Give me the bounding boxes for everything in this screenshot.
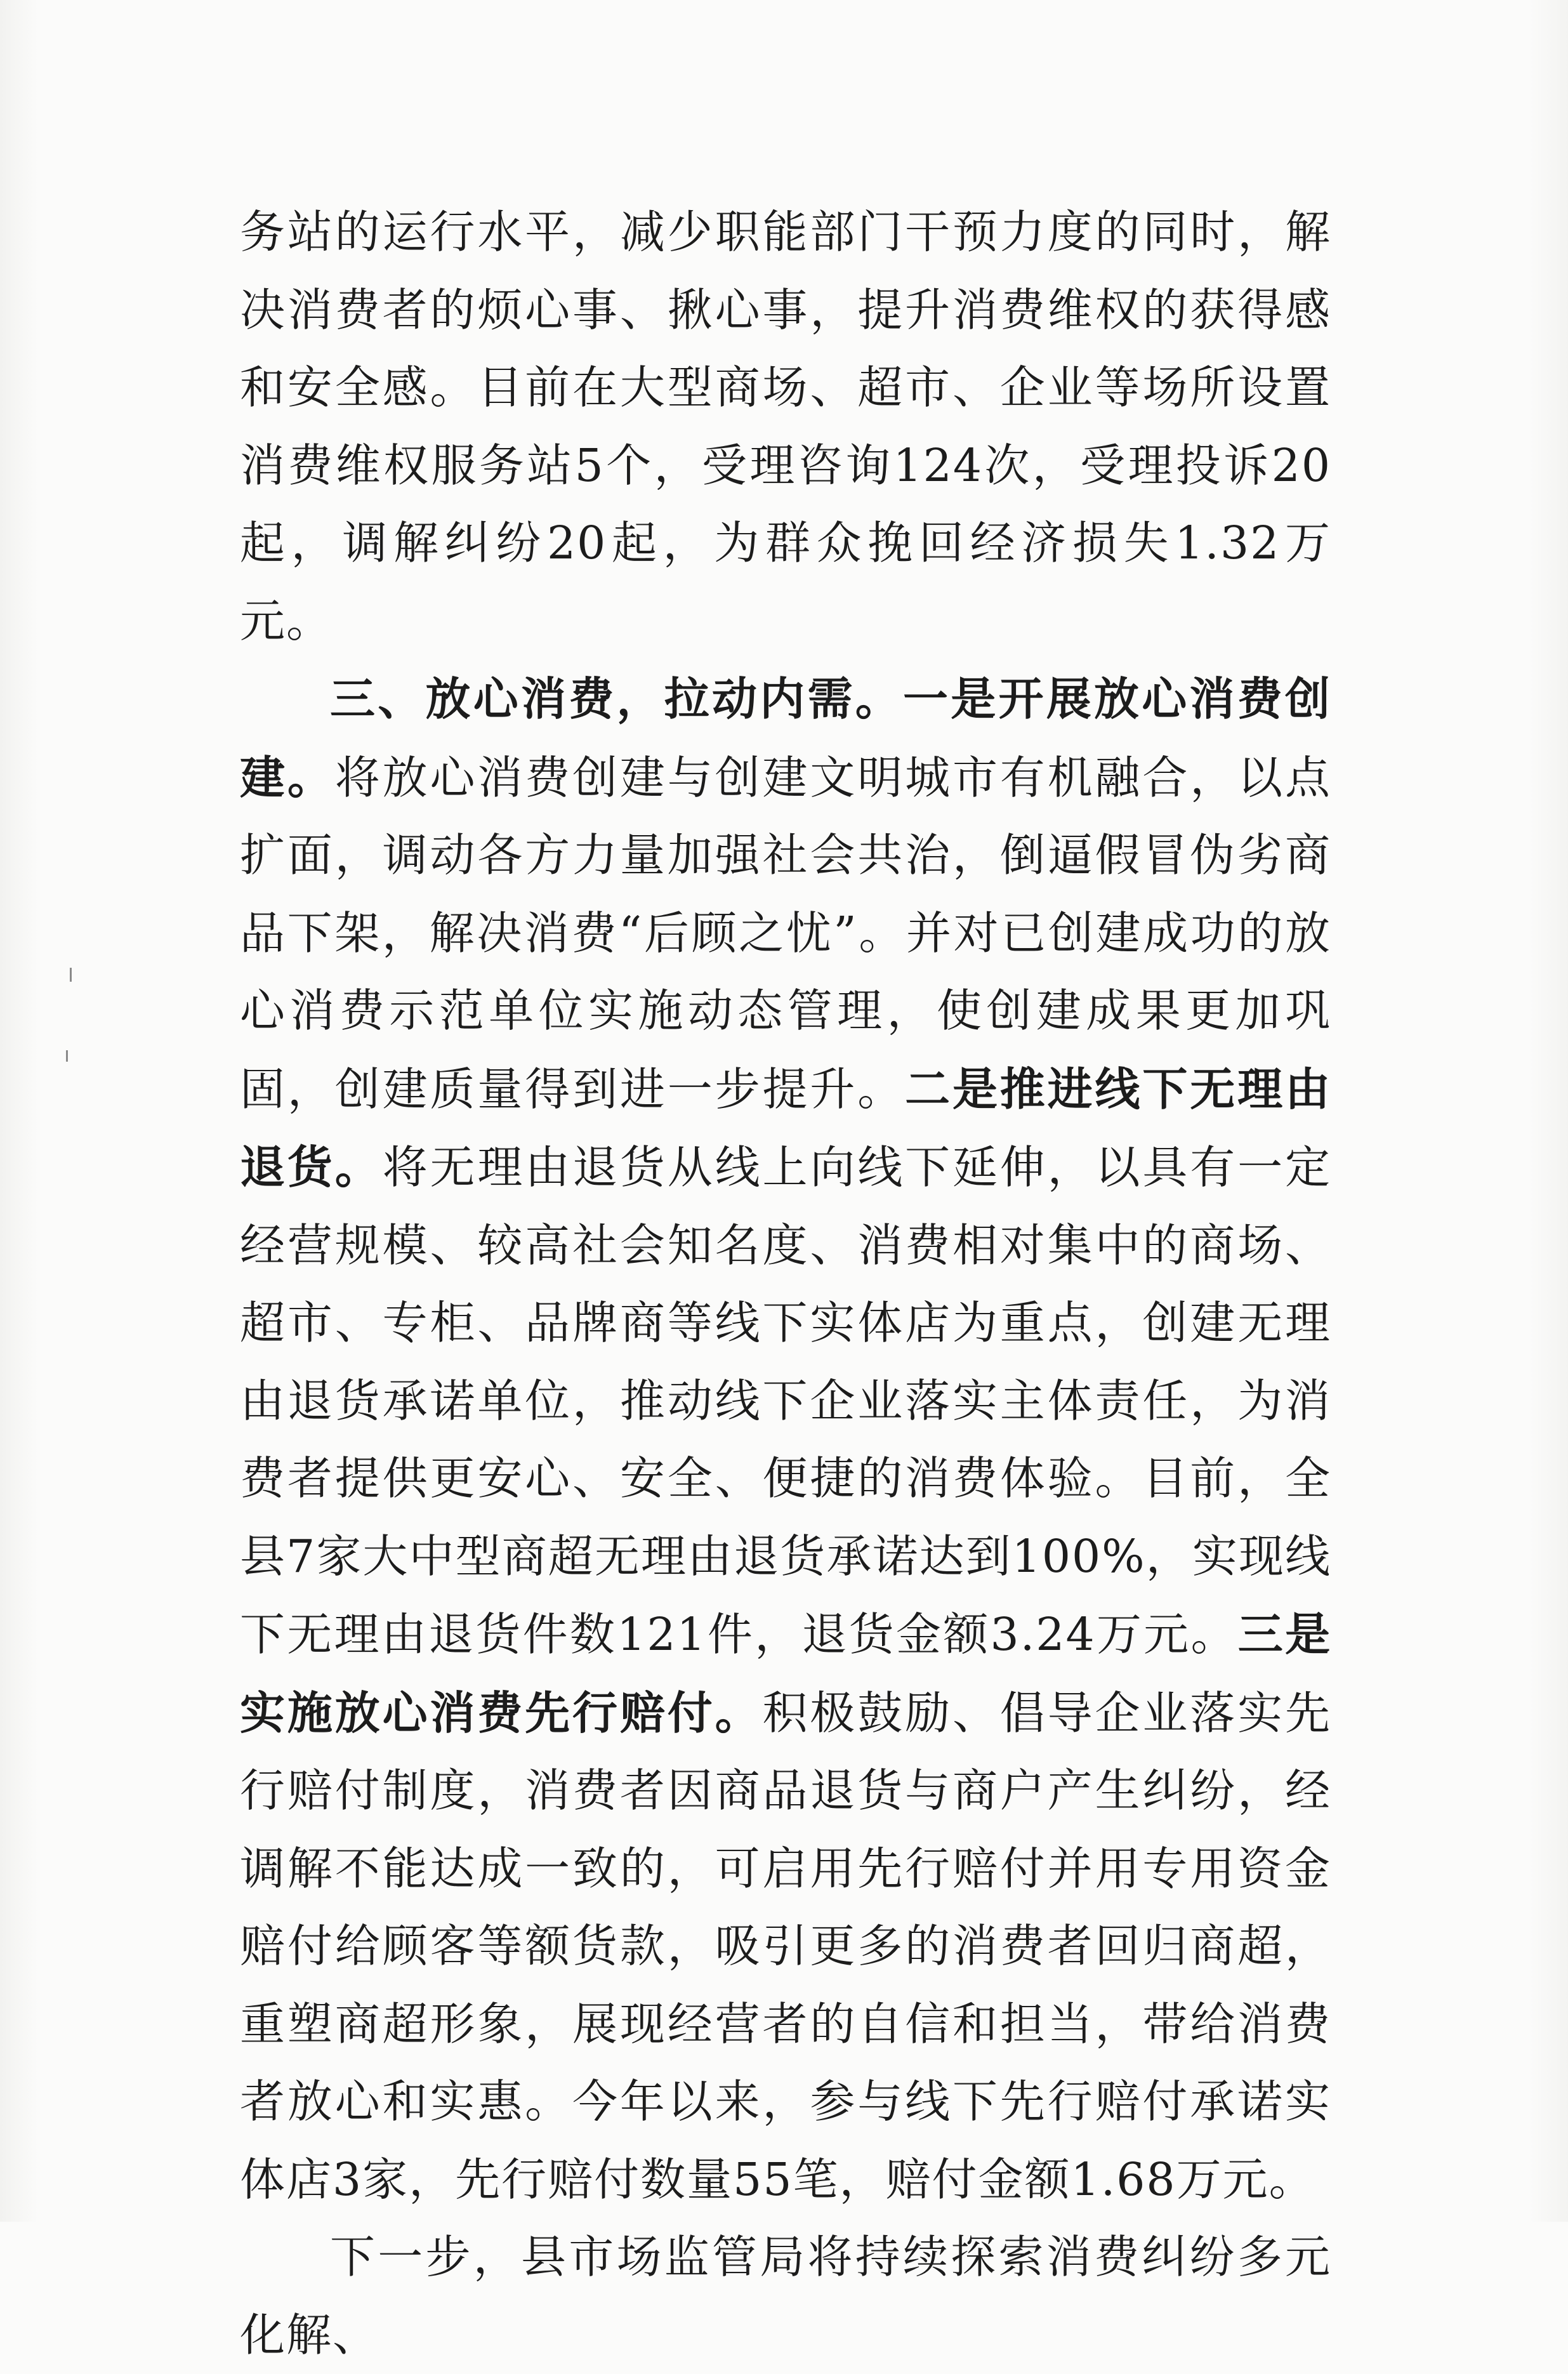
subsection-title-3: 三是实施放心消费先行赔付。 xyxy=(240,1607,1331,1739)
scan-mark xyxy=(70,968,72,982)
document-body xyxy=(240,194,1331,2374)
subsection-title-1: 一是开展放心消费创建。 xyxy=(240,672,1331,804)
paragraph-1: 务站的运行水平，减少职能部门干预力度的同时，解决消费者的烦心事、揪心事，提升消费维权的获得感和安全感。目前在大型商场、超市、企业等场所设置消费维权服务站5个，受理咨询124次，受理投诉20起，调解纠纷20起，为群众挽回经济损失1.32万元。 xyxy=(240,206,1331,647)
paragraph-3: 下一步，县市场监管局将持续探索消费纠纷多元化解、 xyxy=(240,2231,1331,2361)
subsection-text-3: 积极鼓励、倡导企业落实先行赔付制度，消费者因商品退货与商户产生纠纷，经调解不能达成一致的，可启用先行赔付并用专用资金赔付给顾客等额货款，吸引更多的消费者回归商超，重塑商超形象，展现经营者的自信和担当，带给消费者放心和实惠。今年以来，参与线下先行赔付承诺实体店3家，先行赔付数量55笔，赔付金额1.68万元。 xyxy=(240,1686,1331,2206)
section-heading: 三、放心消费，拉动内需。 xyxy=(330,672,903,725)
scan-mark xyxy=(66,1050,68,1062)
paragraph-2 xyxy=(240,660,1331,2219)
subsection-text-1: 将放心消费创建与创建文明城市有机融合，以点扩面，调动各方力量加强社会共治，倒逼假冒伪劣商品下架，解决消费“后顾之忧”。并对已创建成功的放心消费示范单位实施动态管理，使创建成果更加巩固，创建质量得到进一步提升。 xyxy=(240,751,1331,1116)
subsection-title-2: 二是推进线下无理由退货。 xyxy=(240,1062,1331,1194)
subsection-text-2: 将无理由退货从线上向线下延伸，以具有一定经营规模、较高社会知名度、消费相对集中的商场、超市、专柜、品牌商等线下实体店为重点，创建无理由退货承诺单位，推动线下企业落实主体责任，为消费者提供更安心、安全、便捷的消费体验。目前，全县7家大中型商超无理由退货承诺达到100%，实现线下无理由退货件数121件，退货金额3.24万元。 xyxy=(240,1141,1331,1661)
